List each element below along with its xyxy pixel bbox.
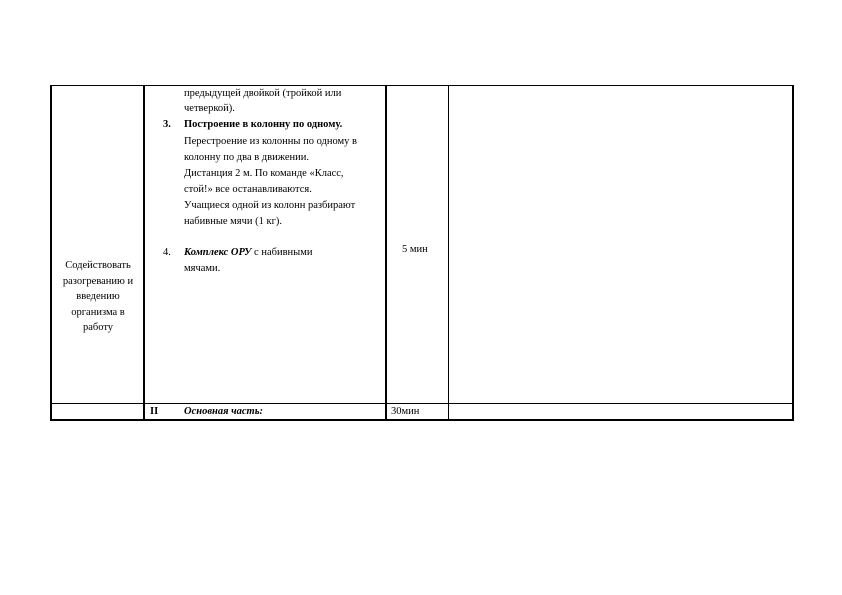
content-line: Перестроение из колонны по одному в xyxy=(184,136,358,147)
item-number: 4. xyxy=(163,247,171,258)
content-line: стой!» все останавливаются. xyxy=(184,184,312,195)
section-title: Основная часть: xyxy=(184,406,264,417)
content-line: Дистанция 2 м. По команде «Класс, xyxy=(184,168,344,179)
table-top-border xyxy=(51,85,794,86)
content-line: колонну по два в движении. xyxy=(184,152,309,163)
item-title: Построение в колонну по одному. xyxy=(184,119,343,130)
goal-line: Содействовать xyxy=(65,260,131,271)
column-divider-2 xyxy=(385,85,387,421)
goal-cell-text xyxy=(54,258,142,336)
item-number: 3. xyxy=(163,119,171,130)
column-divider-1 xyxy=(143,85,145,421)
section-time: 30мин xyxy=(391,406,420,417)
content-line: четверкой). xyxy=(184,103,235,114)
goal-line: разогреванию и xyxy=(62,275,134,287)
goal-line: работу xyxy=(82,322,114,333)
table-right-border xyxy=(792,85,794,421)
goal-line: организма в xyxy=(71,306,125,318)
time-value: 5 мин xyxy=(402,244,428,255)
goal-line: введению xyxy=(76,291,120,302)
table-left-border xyxy=(50,85,52,421)
content-line: Учащиеся одной из колонн разбирают xyxy=(184,200,356,211)
row-divider xyxy=(51,403,794,404)
section-number: II xyxy=(150,406,159,417)
content-line: набивные мячи (1 кг). xyxy=(184,216,283,227)
content-line: предыдущей двойкой (тройкой или xyxy=(184,88,342,99)
item-title: Комплекс ОРУ xyxy=(184,247,252,258)
table-bottom-border xyxy=(51,419,794,421)
content-line: мячами. xyxy=(184,263,221,274)
item-title-rest: с набивными xyxy=(251,247,313,258)
column-divider-3 xyxy=(448,85,449,421)
item-title-line xyxy=(184,245,312,261)
